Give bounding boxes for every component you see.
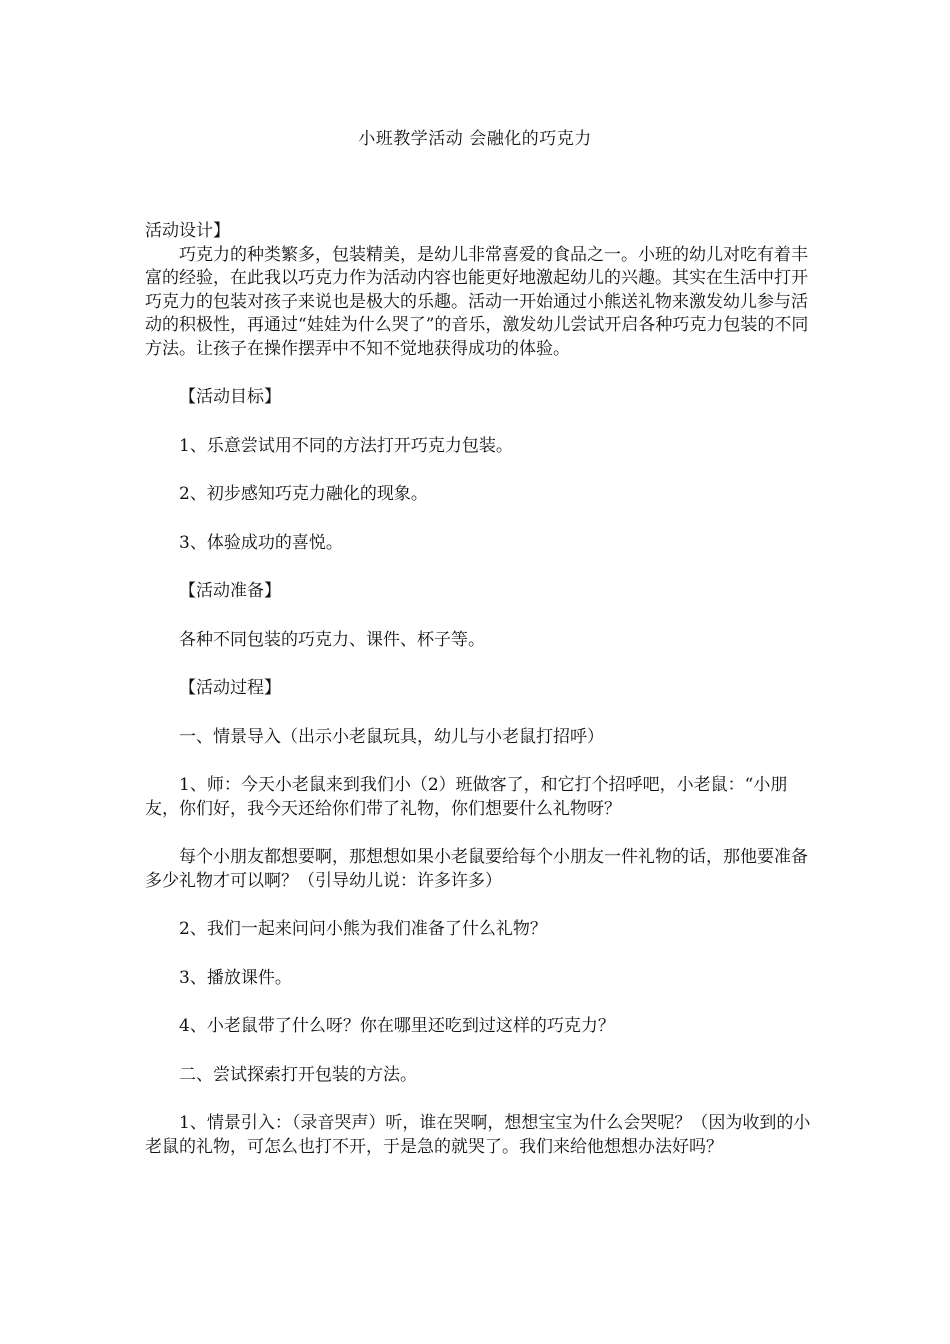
document-title: 小班教学活动 会融化的巧克力: [358, 129, 592, 149]
design-paragraph: 巧克力的种类繁多，包装精美，是幼儿非常喜爱的食品之一。小班的幼儿对吃有着丰富的经验，在此我以巧克力作为活动内容也能更好地激起幼儿的兴趣。其实在生活中打开巧克力的包装对孩子来说也是极大的乐趣。活动一开始通过小熊送礼物来激发幼儿参与活动的积极性，再通过“娃娃为什么哭了”的音乐，激发幼儿尝试开启各种巧克力包装的不同方法。让孩子在操作摆弄中不知不觉地获得成功的体验。: [145, 244, 809, 359]
goal-item: 1、乐意尝试用不同的方法打开巧克力包装。: [179, 435, 513, 456]
step1-item: 2、我们一起来问问小熊为我们准备了什么礼物？: [179, 919, 547, 939]
document-body: [145, 220, 821, 1159]
prep-heading: 【活动准备】: [179, 581, 281, 601]
step1-paragraph: 每个小朋友都想要啊，那想想如果小老鼠要给每个小朋友一件礼物的话，那他要准备多少礼物才可以啊？（引导幼儿说：许多许多）: [145, 847, 808, 891]
step2-heading: 二、尝试探索打开包装的方法。: [179, 1064, 417, 1085]
step1-item: 1、师：今天小老鼠来到我们小（2）班做客了，和它打个招呼吧，小老鼠：“小朋友，你们好，我今天还给你们带了礼物，你们想要什么礼物呀？: [145, 775, 788, 819]
step1-item: 3、播放课件。: [179, 967, 292, 988]
step2-item: 1、情景引入：（录音哭声）听，谁在哭啊，想想宝宝为什么会哭呢？（因为收到的小老鼠的礼物，可怎么也打不开，于是急的就哭了。我们来给他想想办法好吗？: [145, 1113, 811, 1157]
prep-text: 各种不同包装的巧克力、课件、杯子等。: [179, 629, 485, 650]
goal-item: 3、体验成功的喜悦。: [179, 532, 343, 553]
design-heading: 活动设计】: [145, 221, 230, 241]
goal-item: 2、初步感知巧克力融化的现象。: [179, 484, 428, 504]
step1-item: 4、小老鼠带了什么呀？你在哪里还吃到过这样的巧克力？: [179, 1016, 615, 1036]
goals-heading: 【活动目标】: [179, 387, 281, 407]
step1-heading: 一、情景导入（出示小老鼠玩具，幼儿与小老鼠打招呼）: [179, 726, 604, 747]
process-heading: 【活动过程】: [179, 678, 281, 698]
